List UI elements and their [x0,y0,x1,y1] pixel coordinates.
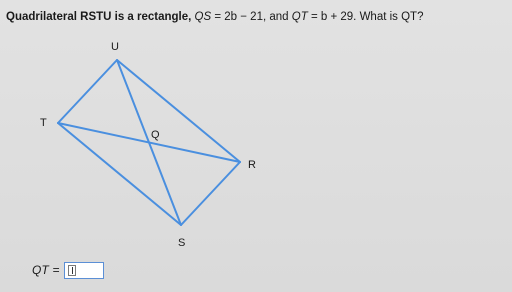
and-text: and [269,11,289,23]
answer-row [32,260,104,280]
text-caret [72,267,73,274]
qs-label: QS [194,11,212,23]
answer-input[interactable] [64,262,104,279]
vertex-label-R: R [248,159,256,171]
vertex-label-Q: Q [151,129,160,141]
question-prefix: Quadrilateral RSTU is a rectangle, [6,11,192,23]
qt-label: QT [291,11,308,23]
vertex-label-T: T [40,117,47,129]
question-ask: What is QT? [359,11,424,23]
vertex-label-U: U [111,41,119,53]
side-UR [117,60,240,162]
diagonal-US [117,60,181,225]
answer-equals: = [52,263,60,277]
side-ST [58,123,181,225]
vertex-label-S: S [178,237,186,249]
input-cursor-box [68,265,76,276]
side-RS [181,162,240,225]
qt-expression: = b + 29. [310,11,357,23]
side-TU [58,60,117,123]
qs-expression: = 2b − 21, [214,11,267,23]
answer-label: QT [32,263,49,277]
